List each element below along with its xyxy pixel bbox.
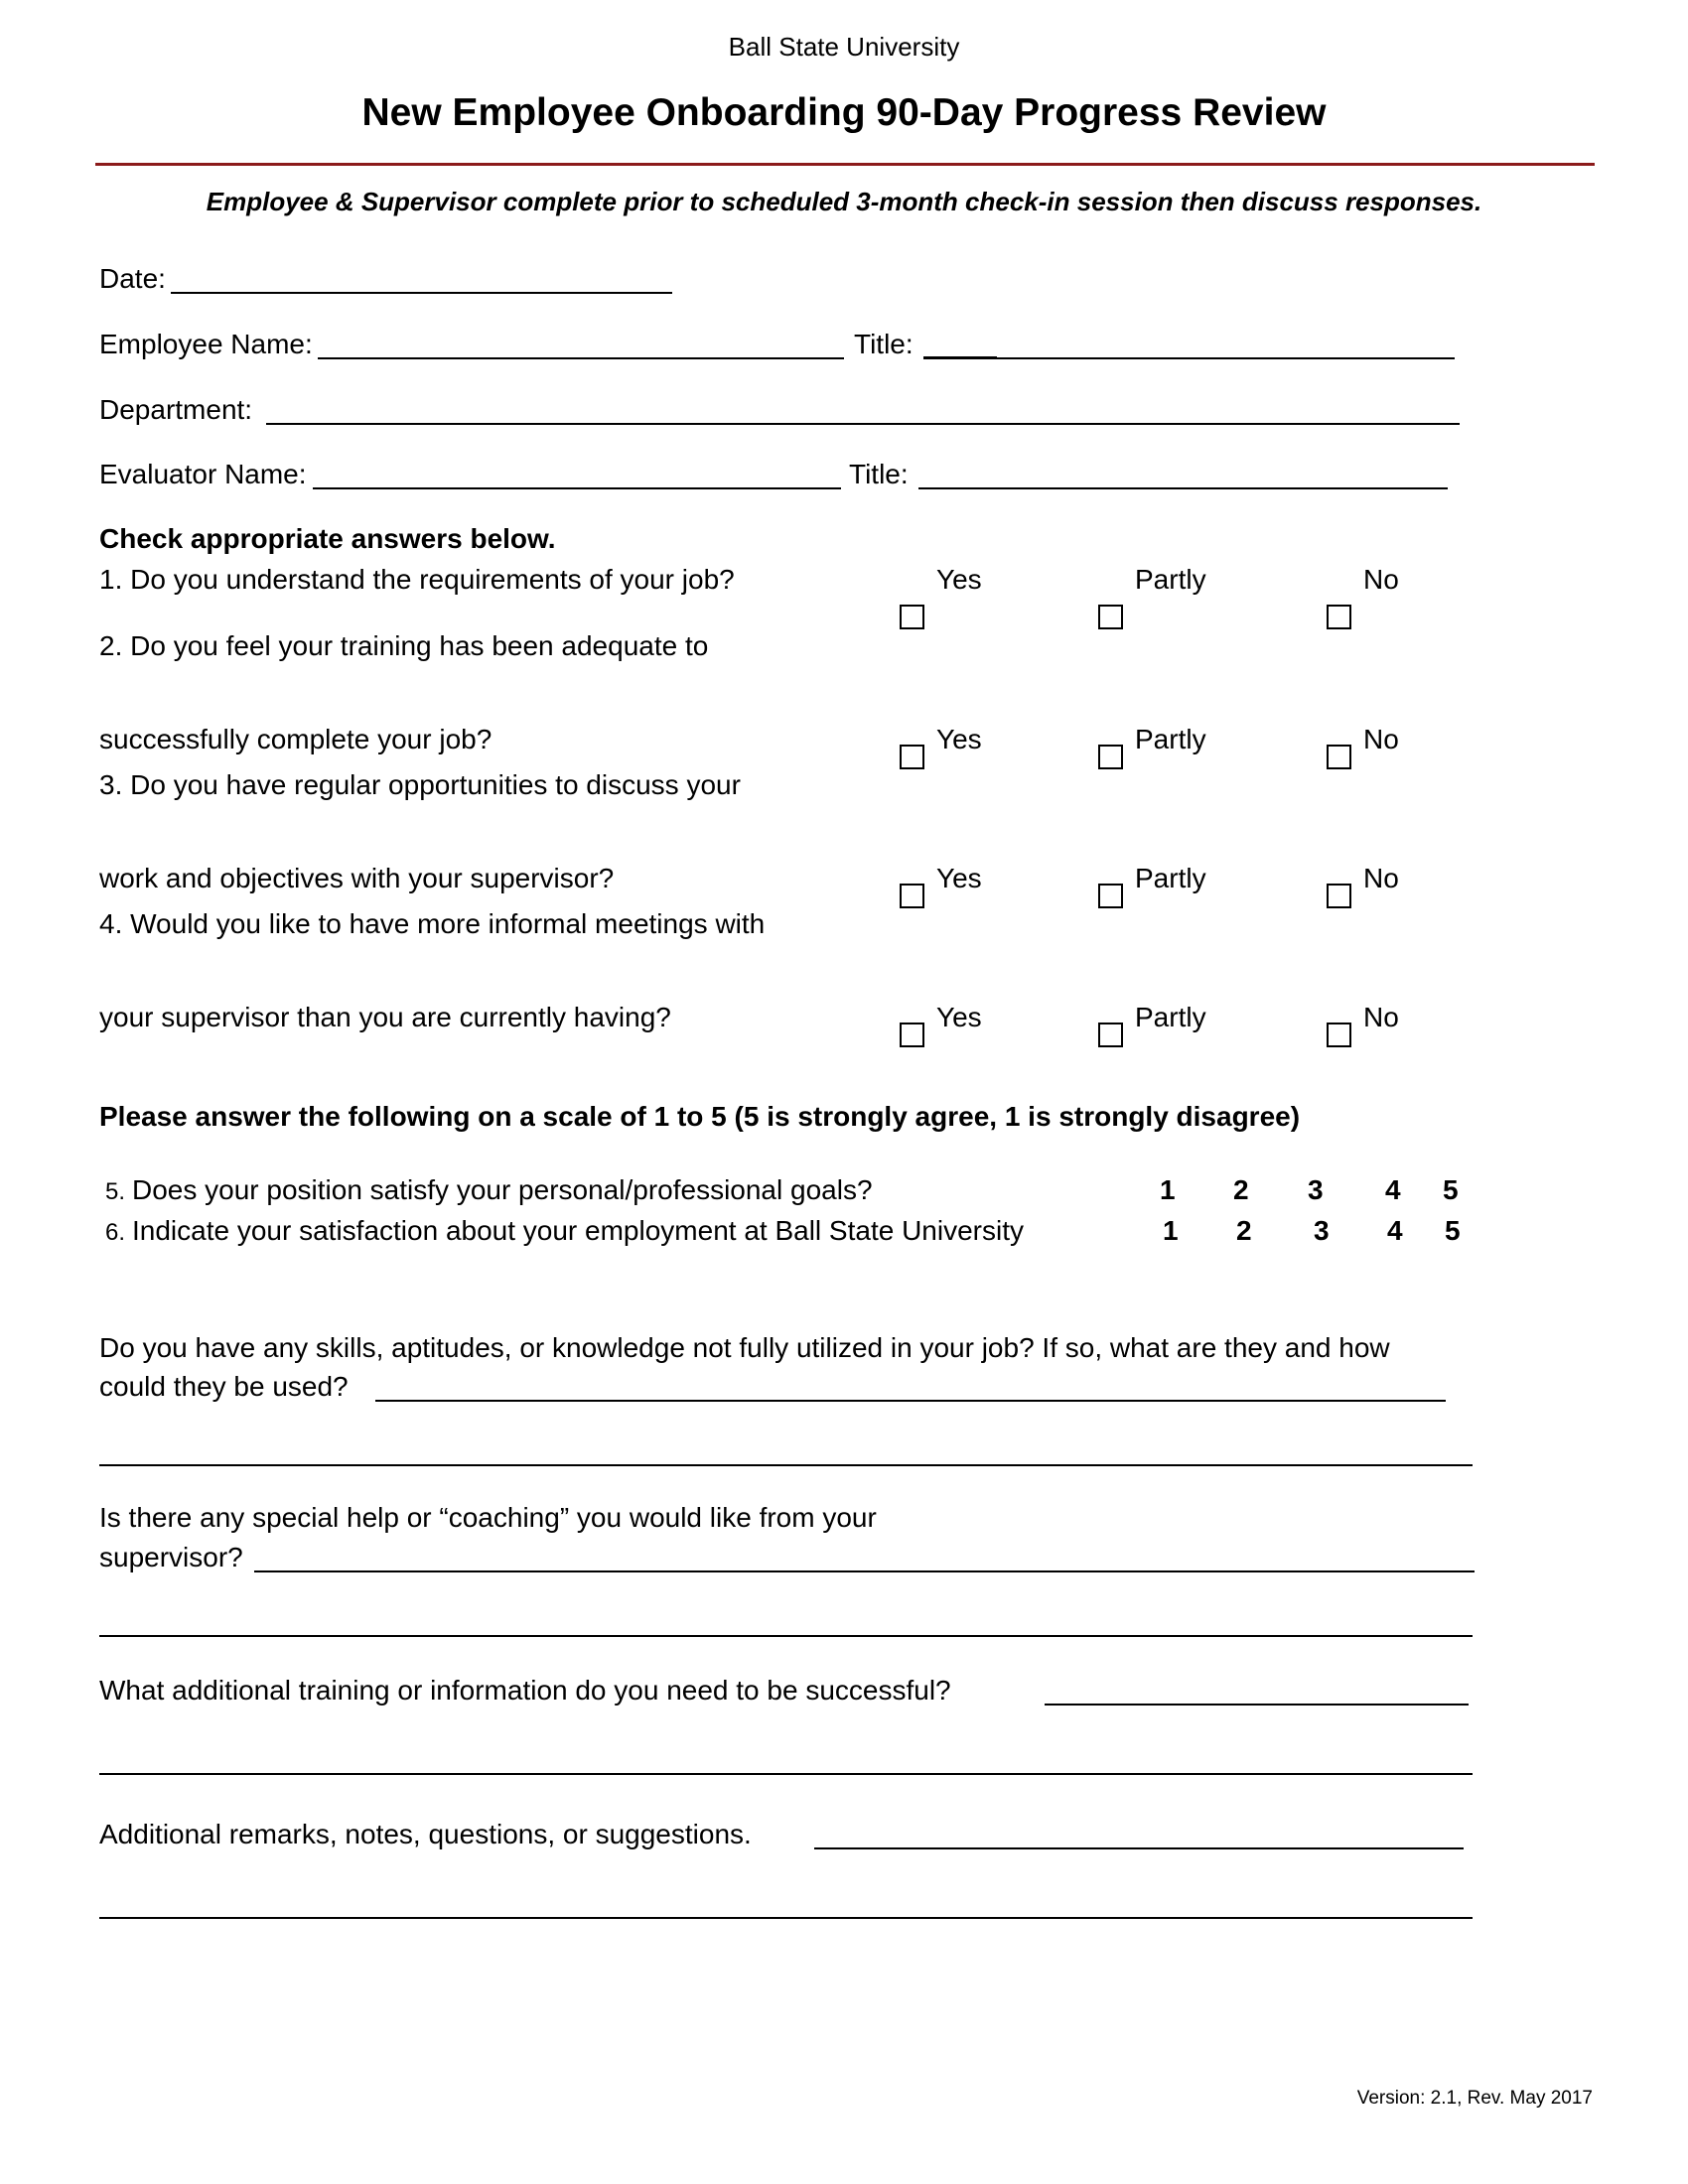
open-question-4: Additional remarks, notes, questions, or suggestions. <box>99 1819 752 1849</box>
q4-yes-checkbox[interactable] <box>900 1023 924 1047</box>
q5-scale-2[interactable]: 2 <box>1233 1174 1249 1205</box>
date-label: Date: <box>99 263 166 294</box>
q5-scale-3[interactable]: 3 <box>1308 1174 1324 1205</box>
q2-no-checkbox[interactable] <box>1327 745 1351 769</box>
version-note: Version: 2.1, Rev. May 2017 <box>1356 2088 1593 2109</box>
q3-partly-checkbox[interactable] <box>1098 884 1123 908</box>
question-3-text-line1: 3. Do you have regular opportunities to discuss your <box>99 769 741 800</box>
question-5-text: Does your position satisfy your personal/professional goals? <box>132 1174 873 1205</box>
employee-title-label: Title: <box>854 329 914 359</box>
evaluator-name-field[interactable] <box>313 487 841 489</box>
open-question-2-answer-line1[interactable] <box>254 1570 1475 1572</box>
section1-heading: Check appropriate answers below. <box>99 523 556 554</box>
university-name: Ball State University <box>728 32 960 62</box>
open-question-2-line1: Is there any special help or “coaching” you would like from your <box>99 1502 877 1533</box>
question-2-text-line1: 2. Do you feel your training has been adequate to <box>99 630 709 661</box>
q4-option-yes-label: Yes <box>936 1002 982 1032</box>
q2-option-yes-label: Yes <box>936 724 982 754</box>
question-1-text: 1. Do you understand the requirements of your job? <box>99 564 735 595</box>
question-4-text-line1: 4. Would you like to have more informal meetings with <box>99 908 766 939</box>
date-field[interactable] <box>171 292 672 294</box>
q3-option-partly-label: Partly <box>1135 863 1206 893</box>
q3-no-checkbox[interactable] <box>1327 884 1351 908</box>
employee-title-field-bold-segment <box>923 356 997 359</box>
form-instructions: Employee & Supervisor complete prior to scheduled 3-month check-in session then discuss responses. <box>206 187 1482 216</box>
department-field[interactable] <box>266 423 1460 425</box>
open-question-1-answer-line1[interactable] <box>375 1400 1446 1402</box>
open-question-3: What additional training or information do you need to be successful? <box>99 1675 951 1706</box>
open-question-1-line2: could they be used? <box>99 1371 349 1402</box>
form-title: New Employee Onboarding 90-Day Progress Review <box>361 91 1327 134</box>
open-question-2-answer-line2[interactable] <box>99 1635 1473 1637</box>
q2-option-no-label: No <box>1363 724 1399 754</box>
q6-scale-5[interactable]: 5 <box>1445 1215 1461 1246</box>
question-4-text-line2: your supervisor than you are currently having? <box>99 1002 671 1032</box>
open-question-3-answer-line1[interactable] <box>1045 1704 1469 1706</box>
section2-heading: Please answer the following on a scale of 1 to 5 (5 is strongly agree, 1 is strongly disagree) <box>99 1101 1301 1132</box>
open-question-4-answer-line1[interactable] <box>814 1847 1464 1849</box>
q6-scale-1[interactable]: 1 <box>1163 1215 1179 1246</box>
title-divider <box>95 163 1595 166</box>
evaluator-name-label: Evaluator Name: <box>99 459 307 489</box>
q2-option-partly-label: Partly <box>1135 724 1206 754</box>
open-question-1-answer-line2[interactable] <box>99 1464 1473 1466</box>
question-5-number: 5. <box>105 1178 126 1205</box>
q5-scale-5[interactable]: 5 <box>1443 1174 1459 1205</box>
evaluator-title-label: Title: <box>849 459 909 489</box>
employee-title-field[interactable] <box>923 357 1455 359</box>
q6-scale-4[interactable]: 4 <box>1387 1215 1403 1246</box>
q1-yes-checkbox[interactable] <box>900 605 924 629</box>
q5-scale-1[interactable]: 1 <box>1160 1174 1176 1205</box>
q6-scale-2[interactable]: 2 <box>1236 1215 1252 1246</box>
open-question-2-line2: supervisor? <box>99 1542 243 1572</box>
q1-option-no-label: No <box>1363 564 1399 595</box>
q6-scale-3[interactable]: 3 <box>1314 1215 1330 1246</box>
q1-option-yes-label: Yes <box>936 564 982 595</box>
q2-yes-checkbox[interactable] <box>900 745 924 769</box>
question-3-text-line2: work and objectives with your supervisor? <box>99 863 615 893</box>
q3-yes-checkbox[interactable] <box>900 884 924 908</box>
q1-no-checkbox[interactable] <box>1327 605 1351 629</box>
open-question-4-answer-line2[interactable] <box>99 1917 1473 1919</box>
evaluator-title-field[interactable] <box>918 487 1448 489</box>
department-label: Department: <box>99 394 253 425</box>
question-6-number: 6. <box>105 1219 126 1246</box>
q1-option-partly-label: Partly <box>1135 564 1206 595</box>
question-6-text: Indicate your satisfaction about your employment at Ball State University <box>132 1215 1024 1246</box>
employee-name-label: Employee Name: <box>99 329 313 359</box>
question-2-text-line2: successfully complete your job? <box>99 724 492 754</box>
q5-scale-4[interactable]: 4 <box>1385 1174 1401 1205</box>
q4-partly-checkbox[interactable] <box>1098 1023 1123 1047</box>
open-question-3-answer-line2[interactable] <box>99 1773 1473 1775</box>
open-question-1-line1: Do you have any skills, aptitudes, or knowledge not fully utilized in your job? If so, what are they and how <box>99 1332 1390 1363</box>
q4-option-partly-label: Partly <box>1135 1002 1206 1032</box>
q1-partly-checkbox[interactable] <box>1098 605 1123 629</box>
q4-no-checkbox[interactable] <box>1327 1023 1351 1047</box>
employee-name-field[interactable] <box>318 357 844 359</box>
q3-option-no-label: No <box>1363 863 1399 893</box>
q4-option-no-label: No <box>1363 1002 1399 1032</box>
q2-partly-checkbox[interactable] <box>1098 745 1123 769</box>
q3-option-yes-label: Yes <box>936 863 982 893</box>
